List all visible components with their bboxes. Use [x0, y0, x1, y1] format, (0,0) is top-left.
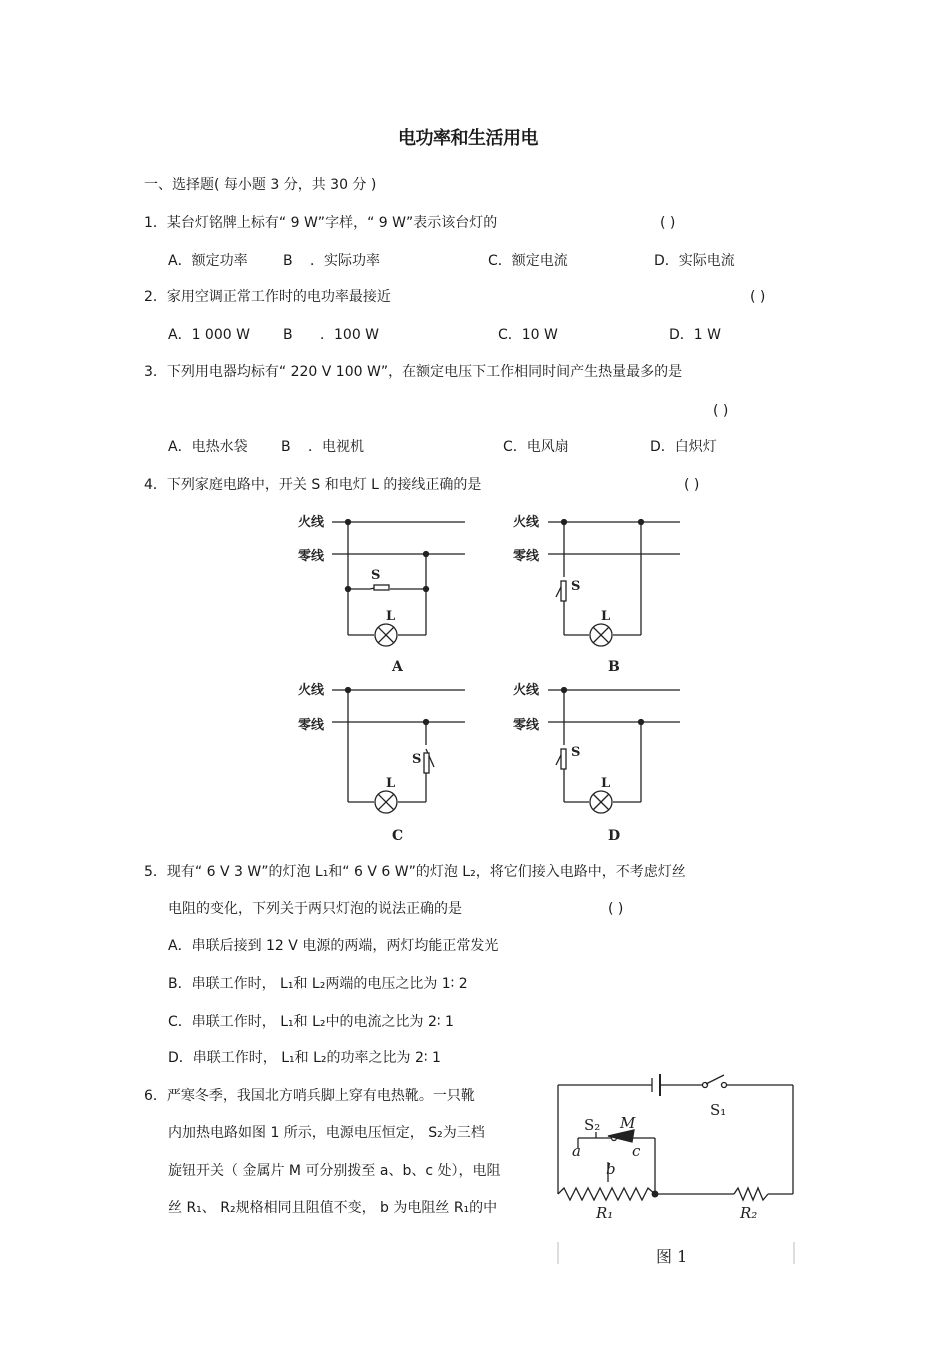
switch-label: S — [571, 745, 581, 760]
q2-option-b-text: ．100 W — [320, 327, 380, 343]
q1-option-b-letter: B — [283, 253, 293, 269]
question-1-stem: 1．某台灯铭牌上标有“ 9 W”字样，“ 9 W”表示该台灯的 — [144, 215, 498, 231]
lamp-label: L — [601, 776, 611, 791]
question-5-stem-line1: 5．现有“ 6 V 3 W”的灯泡 L₁和“ 6 V 6 W”的灯泡 L₂，将它们接入电路中，不考虑灯丝 — [144, 864, 686, 880]
q3-option-b-text: ．电视机 — [308, 439, 364, 455]
lamp-label: L — [601, 609, 611, 624]
q5-option-d: D．串联工作时， L₁和 L₂的功率之比为 2∶ 1 — [168, 1050, 441, 1066]
neutral-wire-label: 零线 — [513, 549, 540, 564]
neutral-wire-label: 零线 — [298, 549, 325, 564]
neutral-wire-label: 零线 — [513, 718, 540, 733]
r1-label: R₁ — [596, 1204, 614, 1222]
page-title: 电功率和生活用电 — [398, 128, 538, 149]
section-heading: 一、选择题( 每小题 3 分，共 30 分 ) — [144, 177, 377, 193]
question-3-stem: 3．下列用电器均标有“ 220 V 100 W”，在额定电压下工作相同时间产生热量最多的是 — [144, 364, 683, 380]
switch-label: S — [371, 568, 381, 583]
q2-option-d: D．1 W — [669, 327, 721, 343]
live-wire-label: 火线 — [298, 683, 325, 698]
q5-option-c: C．串联工作时， L₁和 L₂中的电流之比为 2∶ 1 — [168, 1014, 454, 1030]
heating-circuit-figure — [548, 1070, 808, 1270]
question-2-answer-paren: ( ) — [750, 289, 766, 305]
question-6-line3: 旋钮开关（ 金属片 M 可分别拨至 a、b、c 处），电阻 — [168, 1163, 501, 1179]
question-4-answer-paren: ( ) — [684, 477, 700, 493]
q3-option-b-letter: B — [281, 439, 291, 455]
question-5-stem-line2: 电阻的变化，下列关于两只灯泡的说法正确的是 — [168, 901, 462, 917]
switch-label: S — [571, 579, 581, 594]
live-wire-label: 火线 — [513, 683, 540, 698]
question-6-line4: 丝 R₁、 R₂规格相同且阻值不变， b 为电阻丝 R₁的中 — [168, 1200, 498, 1216]
question-2-stem: 2．家用空调正常工作时的电功率最接近 — [144, 289, 391, 305]
q2-option-b-letter: B — [283, 327, 293, 343]
q1-option-d: D．实际电流 — [654, 253, 735, 269]
diagram-caption: B — [608, 659, 620, 675]
m-label: M — [620, 1114, 636, 1132]
q1-option-c: C．额定电流 — [488, 253, 568, 269]
household-circuit-diagrams — [0, 505, 950, 850]
circuit-c — [298, 682, 465, 844]
q2-option-a: A．1 000 W — [168, 327, 250, 343]
s2-label: S₂ — [584, 1116, 601, 1134]
s1-label: S₁ — [710, 1101, 727, 1119]
b-label: b — [606, 1160, 616, 1178]
question-4-stem: 4．下列家庭电路中，开关 S 和电灯 L 的接线正确的是 — [144, 477, 482, 493]
question-6-line2: 内加热电路如图 1 所示，电源电压恒定， S₂为三档 — [168, 1125, 485, 1141]
circuit-a — [298, 514, 465, 675]
lamp-label: L — [386, 776, 396, 791]
question-1-answer-paren: ( ) — [660, 215, 676, 231]
circuit-b — [513, 514, 680, 675]
q5-option-b: B．串联工作时， L₁和 L₂两端的电压之比为 1∶ 2 — [168, 976, 468, 992]
question-5-answer-paren: ( ) — [608, 901, 624, 917]
live-wire-label: 火线 — [513, 515, 540, 530]
q3-option-c: C．电风扇 — [503, 439, 569, 455]
q1-option-b-text: ．实际功率 — [310, 253, 380, 269]
question-3-answer-paren: ( ) — [713, 403, 729, 419]
question-6-line1: 6．严寒冬季，我国北方哨兵脚上穿有电热靴。一只靴 — [144, 1088, 475, 1104]
neutral-wire-label: 零线 — [298, 718, 325, 733]
r2-label: R₂ — [740, 1204, 758, 1222]
lamp-label: L — [386, 609, 396, 624]
figure-caption: 图 1 — [656, 1247, 688, 1266]
switch-label: S — [412, 752, 422, 767]
q3-option-d: D．白炽灯 — [650, 439, 717, 455]
diagram-caption: C — [392, 828, 404, 844]
q2-option-c: C．10 W — [498, 327, 558, 343]
q1-option-a: A．额定功率 — [168, 253, 248, 269]
c-label: c — [632, 1142, 641, 1160]
q5-option-a: A．串联后接到 12 V 电源的两端，两灯均能正常发光 — [168, 938, 499, 954]
q3-option-a: A．电热水袋 — [168, 439, 248, 455]
diagram-caption: A — [392, 659, 403, 675]
live-wire-label: 火线 — [298, 515, 325, 530]
circuit-d — [513, 682, 680, 844]
a-label: a — [572, 1142, 581, 1160]
diagram-caption: D — [608, 828, 621, 844]
